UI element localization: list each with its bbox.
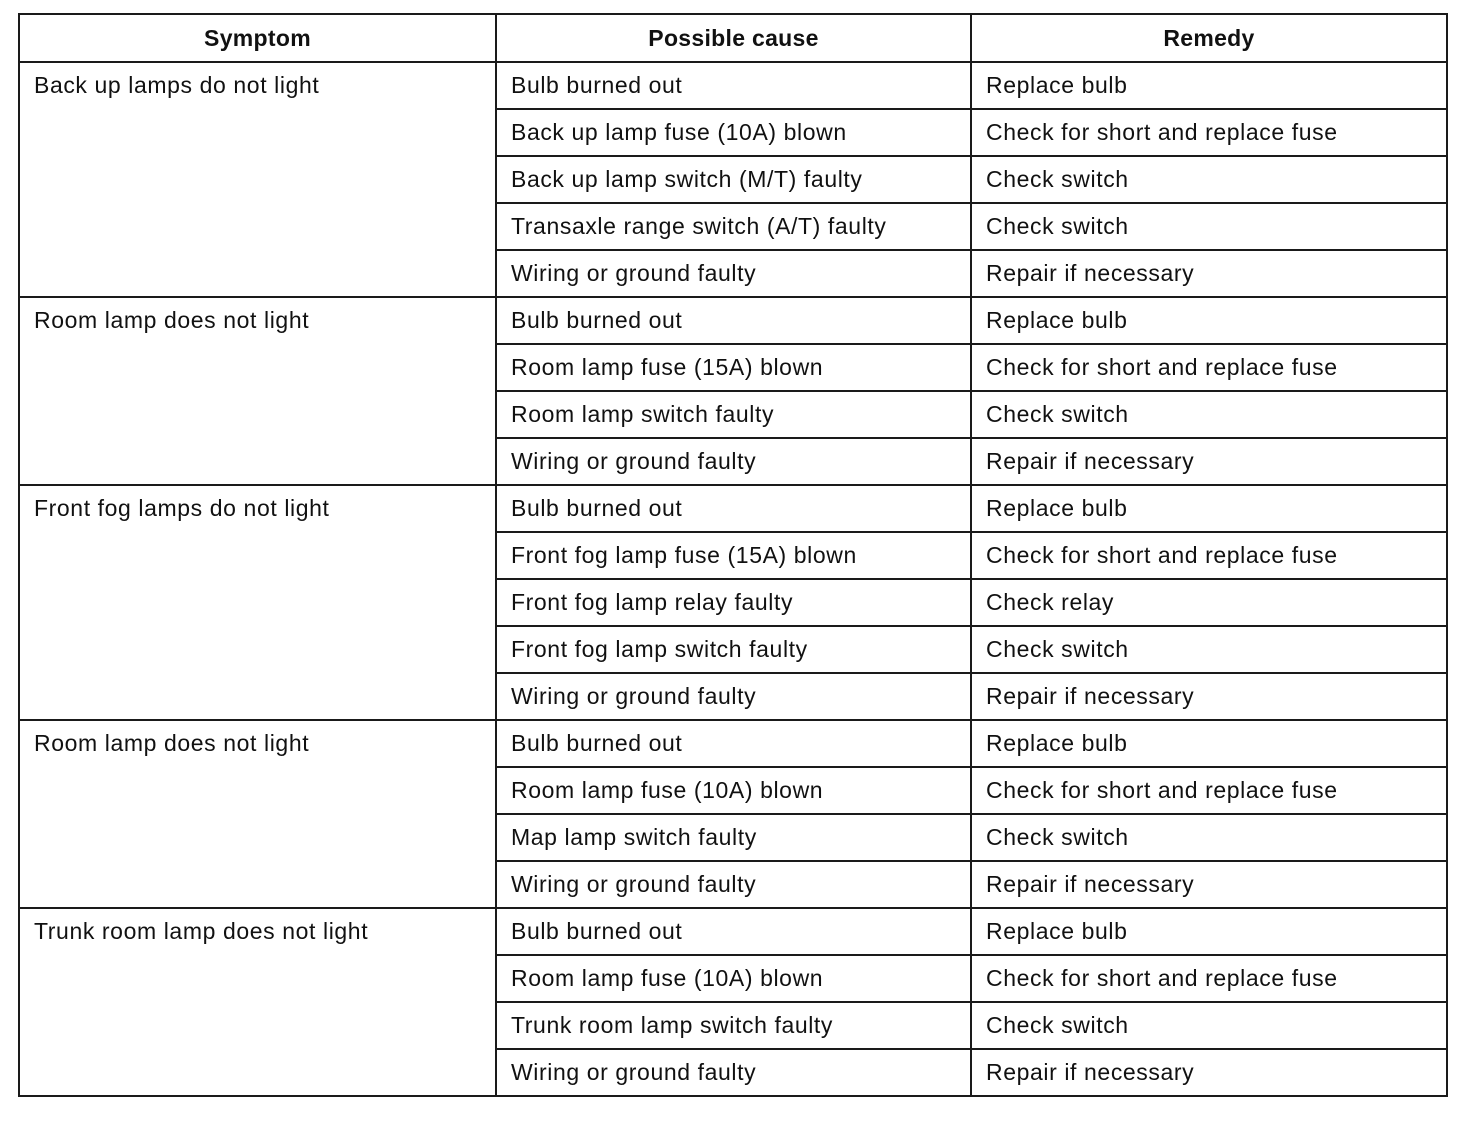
- cause-cell: Front fog lamp fuse (15A) blown: [496, 532, 971, 579]
- cause-cell: Map lamp switch faulty: [496, 814, 971, 861]
- remedy-cell: Replace bulb: [971, 485, 1447, 532]
- cause-cell: Bulb burned out: [496, 485, 971, 532]
- cause-cell: Back up lamp fuse (10A) blown: [496, 109, 971, 156]
- remedy-cell: Check for short and replace fuse: [971, 109, 1447, 156]
- remedy-cell: Repair if necessary: [971, 673, 1447, 720]
- remedy-cell: Check for short and replace fuse: [971, 955, 1447, 1002]
- remedy-cell: Repair if necessary: [971, 250, 1447, 297]
- table-row: [19, 62, 1447, 109]
- remedy-cell: Check switch: [971, 391, 1447, 438]
- remedy-cell: Repair if necessary: [971, 1049, 1447, 1096]
- cause-cell: Front fog lamp switch faulty: [496, 626, 971, 673]
- remedy-cell: Repair if necessary: [971, 438, 1447, 485]
- remedy-cell: Replace bulb: [971, 62, 1447, 109]
- table-body: [19, 62, 1447, 1096]
- cause-cell: Wiring or ground faulty: [496, 250, 971, 297]
- remedy-cell: Repair if necessary: [971, 861, 1447, 908]
- cause-cell: Room lamp switch faulty: [496, 391, 971, 438]
- cause-cell: Back up lamp switch (M/T) faulty: [496, 156, 971, 203]
- table-header-row: [19, 14, 1447, 62]
- symptom-cell: Room lamp does not light: [19, 720, 496, 908]
- symptom-cell: Trunk room lamp does not light: [19, 908, 496, 1096]
- header-possible-cause: Possible cause: [496, 14, 971, 62]
- remedy-cell: Check switch: [971, 156, 1447, 203]
- remedy-cell: Replace bulb: [971, 297, 1447, 344]
- remedy-cell: Check switch: [971, 626, 1447, 673]
- remedy-cell: Check for short and replace fuse: [971, 532, 1447, 579]
- table-row: [19, 720, 1447, 767]
- cause-cell: Bulb burned out: [496, 62, 971, 109]
- cause-cell: Bulb burned out: [496, 908, 971, 955]
- symptom-cell: Back up lamps do not light: [19, 62, 496, 297]
- remedy-cell: Check switch: [971, 203, 1447, 250]
- troubleshooting-table: [18, 13, 1448, 1097]
- table-row: [19, 297, 1447, 344]
- cause-cell: Bulb burned out: [496, 720, 971, 767]
- cause-cell: Wiring or ground faulty: [496, 861, 971, 908]
- cause-cell: Bulb burned out: [496, 297, 971, 344]
- table-row: [19, 908, 1447, 955]
- header-symptom: Symptom: [19, 14, 496, 62]
- remedy-cell: Replace bulb: [971, 720, 1447, 767]
- cause-cell: Wiring or ground faulty: [496, 438, 971, 485]
- cause-cell: Room lamp fuse (15A) blown: [496, 344, 971, 391]
- cause-cell: Transaxle range switch (A/T) faulty: [496, 203, 971, 250]
- cause-cell: Wiring or ground faulty: [496, 1049, 971, 1096]
- cause-cell: Wiring or ground faulty: [496, 673, 971, 720]
- table-row: [19, 485, 1447, 532]
- remedy-cell: Check switch: [971, 1002, 1447, 1049]
- remedy-cell: Replace bulb: [971, 908, 1447, 955]
- cause-cell: Room lamp fuse (10A) blown: [496, 955, 971, 1002]
- remedy-cell: Check for short and replace fuse: [971, 767, 1447, 814]
- cause-cell: Front fog lamp relay faulty: [496, 579, 971, 626]
- cause-cell: Room lamp fuse (10A) blown: [496, 767, 971, 814]
- cause-cell: Trunk room lamp switch faulty: [496, 1002, 971, 1049]
- remedy-cell: Check for short and replace fuse: [971, 344, 1447, 391]
- remedy-cell: Check relay: [971, 579, 1447, 626]
- symptom-cell: Front fog lamps do not light: [19, 485, 496, 720]
- symptom-cell: Room lamp does not light: [19, 297, 496, 485]
- header-remedy: Remedy: [971, 14, 1447, 62]
- remedy-cell: Check switch: [971, 814, 1447, 861]
